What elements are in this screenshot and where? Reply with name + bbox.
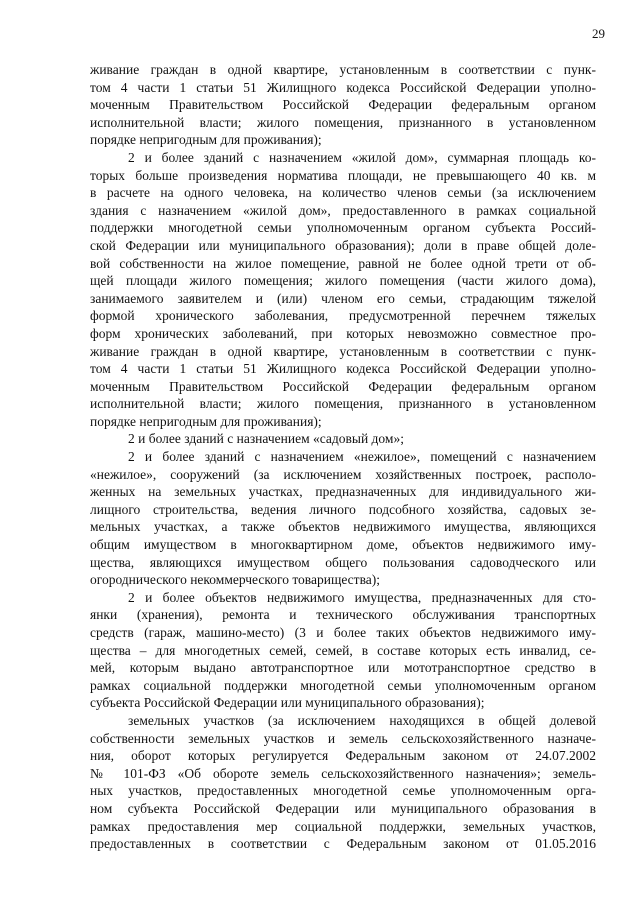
- text-line: здания с назначением «жилой дом», предоставленного в рамках социальной: [90, 202, 596, 218]
- text-line: ном субъекта Российской Федерации или муниципального образования в: [90, 800, 596, 816]
- text-line: ных участков, предоставленных многодетной семье уполномоченным орга-: [90, 783, 596, 799]
- text-line: № 101-ФЗ «Об обороте земель сельскохозяйственного назначения»; земель-: [90, 765, 596, 781]
- text-line: том 4 части 1 статьи 51 Жилищного кодекса Российской Федерации уполно-: [90, 79, 596, 95]
- text-line: земельных участков (за исключением находящихся в общей долевой: [128, 712, 596, 728]
- text-line: порядке непригодным для проживания);: [90, 413, 322, 429]
- text-line: женных на земельных участках, предназначенных для индивидуального жи-: [90, 484, 596, 500]
- text-line: лищного строительства, ведения личного подсобного хозяйства, садовых зе-: [90, 501, 596, 517]
- text-line: собственности земельных участков и земель сельскохозяйственного назначе-: [90, 730, 596, 746]
- text-line: том 4 части 1 статьи 51 Жилищного кодекса Российской Федерации уполно-: [90, 361, 596, 377]
- text-line: 2 и более объектов недвижимого имущества, предназначенных для сто-: [128, 589, 596, 605]
- text-line: средств (гараж, машино-место) (3 и более таких объектов недвижимого иму-: [90, 625, 596, 640]
- text-line: 2 и более зданий с назначением «жилой дом», суммарная площадь ко-: [128, 149, 596, 165]
- text-line: порядке непригодным для проживания);: [90, 132, 322, 148]
- text-line: в расчете на одного человека, на количество членов семьи (за исключением: [90, 185, 596, 201]
- text-line: щества, являющихся имуществом общего пользования садоводческого или: [90, 554, 596, 570]
- text-line: щей площади жилого помещения; жилого помещения (части жилого дома),: [90, 273, 596, 289]
- text-line: живание граждан в одной квартире, установленным в соответствии с пунк-: [90, 62, 596, 77]
- text-line: ния, оборот которых регулируется Федеральным законом от 24.07.2002: [90, 748, 596, 764]
- text-line: занимаемого заявителем и (или) членом его семьи, страдающим тяжелой: [90, 290, 596, 306]
- text-line: форм хронических заболеваний, при которых невозможно совместное про-: [90, 325, 596, 341]
- text-line: ской Федерации или муниципального образования); доли в праве общей доле-: [90, 237, 596, 253]
- text-line: исполнительной власти; жилого помещения, признанного в установленном: [90, 396, 596, 412]
- text-line: общим имуществом в многоквартирном доме, объектов недвижимого иму-: [90, 537, 596, 553]
- text-line: мей, которым выдано автотранспортное или мототранспортное средство в: [90, 660, 596, 676]
- text-line: поддержки многодетной семьи уполномоченным органом субъекта Россий-: [90, 220, 596, 236]
- text-line: предоставленных в соответствии с Федеральным законом от 01.05.2016: [90, 836, 596, 852]
- text-line: мельных участках, а также объектов недвижимого имущества, являющихся: [90, 519, 596, 535]
- text-line: моченным Правительством Российской Федерации федеральным органом: [90, 97, 596, 113]
- text-line: живание граждан в одной квартире, установленным в соответствии с пунк-: [90, 343, 596, 359]
- text-line: «нежилое», сооружений (за исключением хозяйственных построек, располо-: [90, 466, 596, 482]
- text-line: моченным Правительством Российской Федерации федеральным органом: [90, 378, 596, 394]
- text-line: торых больше произведения норматива площади, не превышающего 40 кв. м: [90, 167, 596, 183]
- text-line: субъекта Российской Федерации или муниципального образования);: [90, 695, 485, 711]
- text-line: вой собственности на жилое помещение, равной не более одной трети от об-: [90, 255, 596, 271]
- text-line: исполнительной власти; жилого помещения, признанного в установленном: [90, 114, 596, 130]
- text-line: рамках предоставления мер социальной поддержки, земельных участков,: [90, 818, 596, 834]
- body-text: [90, 61, 596, 853]
- text-line: 2 и более зданий с назначением «нежилое», помещений с назначением: [128, 449, 596, 465]
- page-number: 29: [592, 26, 605, 41]
- text-line: щества – для многодетных семей, семей, в составе которых есть инвалид, се-: [90, 642, 596, 658]
- text-line: огороднического некоммерческого товарищества);: [90, 572, 381, 588]
- text-line: рамках социальной поддержки многодетной семьи уполномоченным органом: [90, 677, 596, 693]
- text-line: янки (хранения), ремонта и технического обслуживания транспортных: [90, 607, 596, 623]
- text-line: формой хронического заболевания, предусмотренной перечнем тяжелых: [90, 308, 596, 324]
- text-line: 2 и более зданий с назначением «садовый дом»;: [128, 431, 404, 447]
